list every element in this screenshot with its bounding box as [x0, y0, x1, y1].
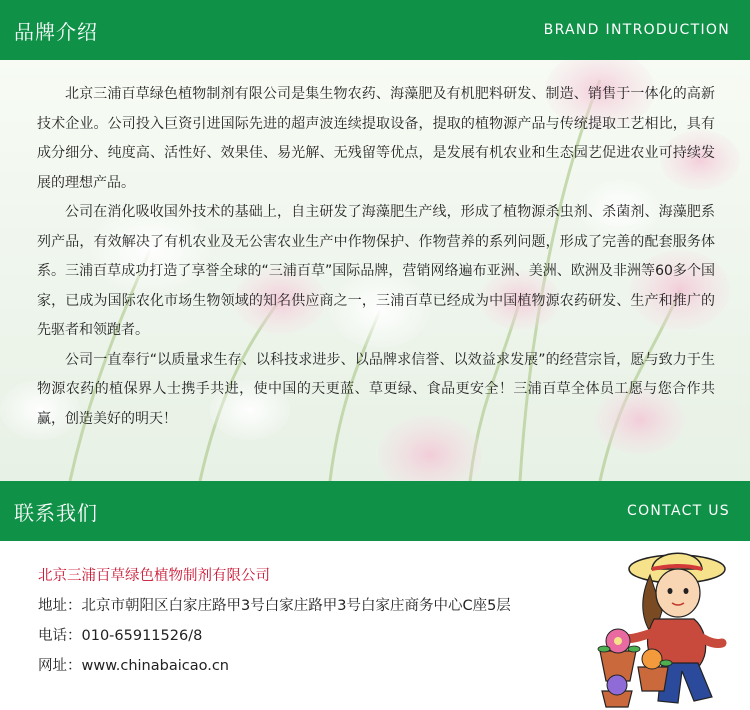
- brand-intro-title: 品牌介绍: [14, 20, 98, 44]
- contact-header: [0, 481, 750, 541]
- gardener-illustration: [582, 541, 742, 710]
- brand-intro-header: [0, 0, 750, 60]
- contact-title-en: CONTACT US: [627, 503, 730, 519]
- contact-phone: 电话：010-65911526/8: [38, 628, 203, 644]
- brand-intro-title-en: BRAND INTRODUCTION: [543, 22, 730, 38]
- brand-intro-section: [0, 60, 750, 481]
- company-name: 北京三浦百草绿色植物制剂有限公司: [38, 568, 270, 584]
- intro-paragraph: 北京三浦百草绿色植物制剂有限公司是集生物农药、海藻肥及有机肥料研发、制造、销售于一体化的高新技术企业。公司投入巨资引进国际先进的超声波连续提取设备，提取的植物源产品与传统提取工艺相比，具有成分细分、纯度高、活性好、效果佳、易光解、无残留等优点，是发展有机农业和生态园艺促进农业可持续发展的理想产品。: [37, 86, 715, 191]
- contact-website[interactable]: 网址：www.chinabaicao.cn: [38, 658, 229, 674]
- contact-address: 地址：北京市朝阳区白家庄路甲3号白家庄路甲3号白家庄商务中心C座5层: [38, 598, 511, 614]
- contact-section: [0, 541, 750, 710]
- intro-paragraph: 公司在消化吸收国外技术的基础上，自主研发了海藻肥生产线，形成了植物源杀虫剂、杀菌剂、海藻肥系列产品，有效解决了有机农业及无公害农业生产中作物保护、作物营养的系列问题，形成了完善的配套服务体系。三浦百草成功打造了享誉全球的“三浦百草”国际品牌，营销网络遍布亚洲、美洲、欧洲及非洲等60多个国家，已成为国际农化市场生物领域的知名供应商之一，三浦百草已经成为中国植物源农药研发、生产和推广的先驱者和领跑者。: [37, 204, 715, 338]
- contact-title: 联系我们: [14, 501, 98, 525]
- brand-intro-text: [37, 80, 715, 434]
- intro-paragraph: 公司一直奉行“以质量求生存、以科技求进步、以品牌求信誉、以效益求发展”的经营宗旨，愿与致力于生物源农药的植保界人士携手共进，使中国的天更蓝、草更绿、食品更安全！三浦百草全体员工愿与您合作共赢，创造美好的明天！: [37, 351, 715, 427]
